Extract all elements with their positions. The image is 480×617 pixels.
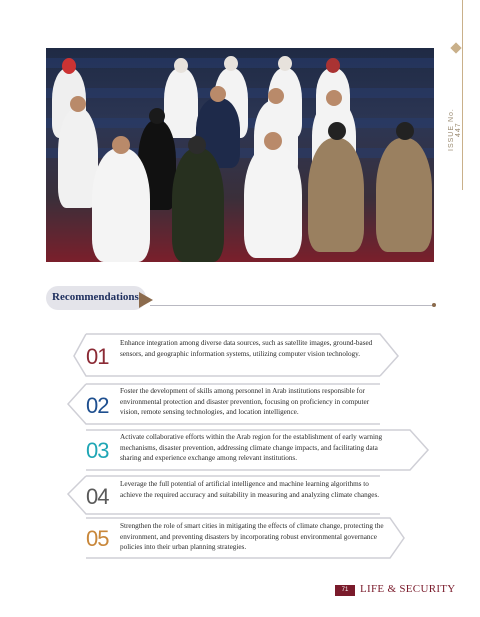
recommendation-text: Strengthen the role of smart cities in mitigating the effects of climate change, protecting the environment, and preventing disasters by incorporating robust environmental governance policies into their urban planning strategies. <box>120 522 384 551</box>
recommendation-item-3 <box>80 428 420 472</box>
recommendation-item-1 <box>80 332 420 378</box>
issue-label: ISSUE No. 447 <box>448 108 462 152</box>
group-photo <box>46 48 434 262</box>
recommendation-text: Enhance integration among diverse data sources, such as satellite images, ground-based sensors, and geographic information systems, utilizing computer vision technology. <box>120 339 373 358</box>
section-divider <box>150 305 434 306</box>
recommendation-text: Activate collaborative efforts within the Arab region for the establishment of early warning mechanisms, disaster prevention, addressing climate change impacts, and facilitating data sharing and experience exchange among relevant institutions. <box>120 433 383 462</box>
side-rule <box>462 0 463 190</box>
recommendation-text: Leverage the full potential of artificial intelligence and machine learning algorithms to achieve the required accuracy and suitability in measuring and analyzing climate changes. <box>120 480 380 499</box>
recommendation-number: 01 <box>86 344 109 369</box>
page-number: 71 <box>335 585 355 596</box>
recommendation-number: 03 <box>86 438 109 463</box>
recommendation-number: 04 <box>86 484 109 509</box>
recommendation-text: Foster the development of skills among personnel in Arab institutions responsible for environmental protection and disaster prevention, focusing on proficiency in computer vision, remote sensing technologies, and location intelligence. <box>120 387 370 416</box>
recommendation-number: 05 <box>86 526 109 551</box>
recommendation-item-5 <box>80 516 420 560</box>
recommendation-item-2 <box>80 382 420 426</box>
section-title: Recommendations <box>52 291 139 303</box>
diamond-icon <box>450 42 461 53</box>
recommendation-number: 02 <box>86 393 109 418</box>
recommendation-item-4 <box>80 474 420 516</box>
divider-dot <box>432 303 436 307</box>
magazine-brand: LIFE & SECURITY <box>360 583 456 595</box>
